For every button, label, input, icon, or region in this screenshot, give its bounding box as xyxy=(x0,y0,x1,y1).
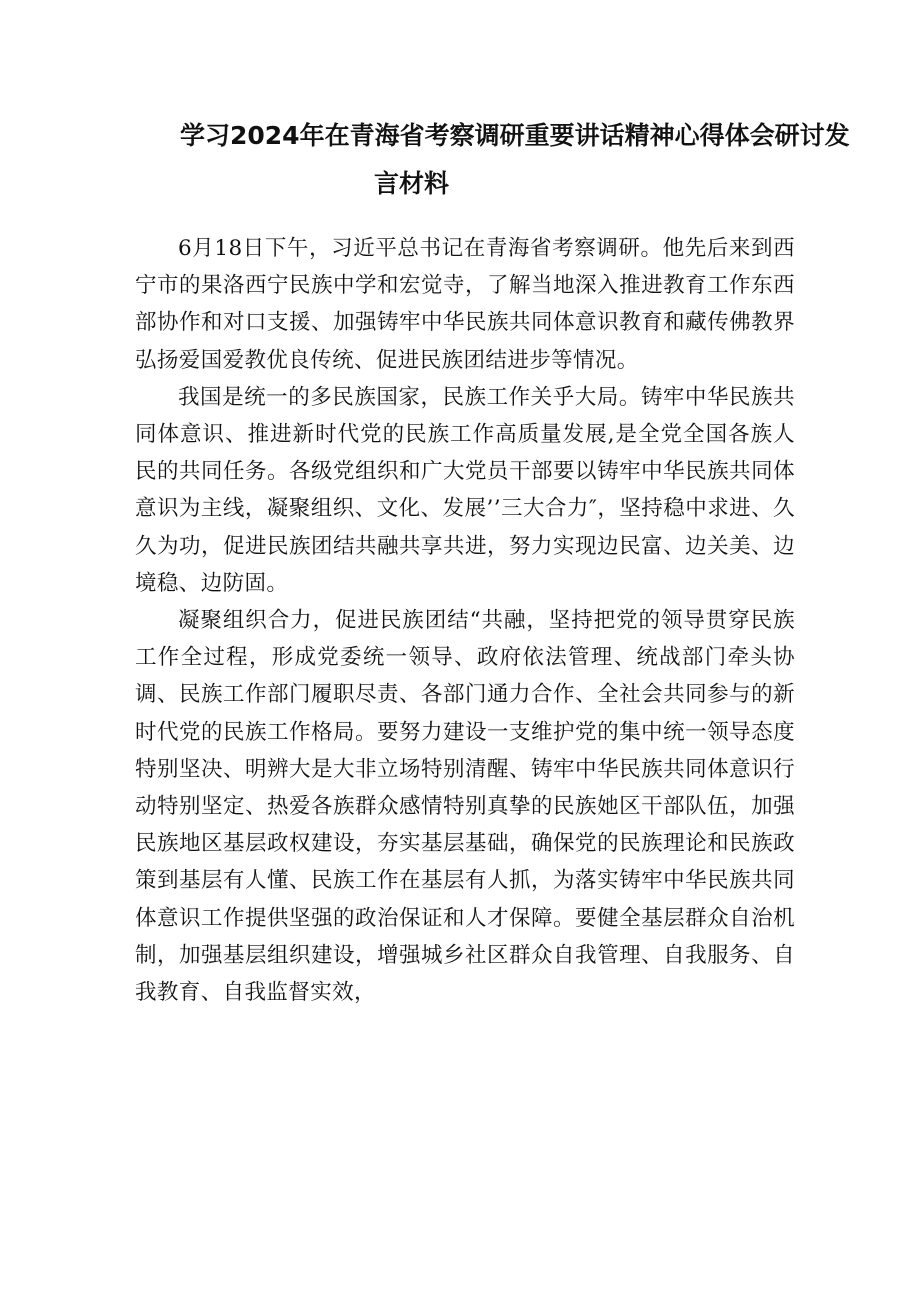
paragraph-3: 凝聚组织合力，促进民族团结“共融，坚持把党的领导贯穿民族工作全过程，形成党委统一领导、政府依法管理、统战部门牵头协调、民族工作部门履职尽责、各部门通力合作、全社会共同参与的新时代党的民族工作格局。要努力建设一支维护党的集中统一领导态度特别坚决、明辨大是大非立场特别清醒、铸牢中华民族共同体意识行动特别坚定、热爱各族群众感情特别真挚的民族她区干部队伍，加强民族地区基层政权建设，夯实基层基础，确保党的民族理论和民族政策到基层有人懂、民族工作在基层有人抓，为落实铸牢中华民族共同体意识工作提供坚强的政治保证和人才保障。要健全基层群众自治机制，加强基层组织建设，增强城乡社区群众自我管理、自我服务、自我教育、自我监督实效， xyxy=(135,608,795,1006)
document-body xyxy=(135,230,795,1011)
document-title xyxy=(180,112,850,208)
title-line-1: 学习2024年在青海省考察调研重要讲话精神心得体会研讨发 xyxy=(180,121,850,150)
paragraph-2: 我国是统一的多民族国家，民族工作关乎大局。铸牢中华民族共同体意识、推进新时代党的民族工作高质量发展,是全党全国各族人民的共同任务。各级党组织和广大党员干部要以铸牢中华民族共同体意识为主线，凝聚组织、文化、发展’’三大合力″，坚持稳中求进、久久为功，促进民族团结共融共享共进，努力实现边民富、边关美、边境稳、边防固。 xyxy=(135,384,795,596)
paragraph-1: 6月18日下午，习近平总书记在青海省考察调研。他先后来到西宁市的果洛西宁民族中学和宏觉寺，了解当地深入推进教育工作东西部协作和对口支援、加强铸牢中华民族共同体意识教育和藏传佛教界弘扬爱国爱教优良传统、促进民族团结进步等情况。 xyxy=(135,236,795,373)
title-line-2: 言材料 xyxy=(374,169,450,198)
